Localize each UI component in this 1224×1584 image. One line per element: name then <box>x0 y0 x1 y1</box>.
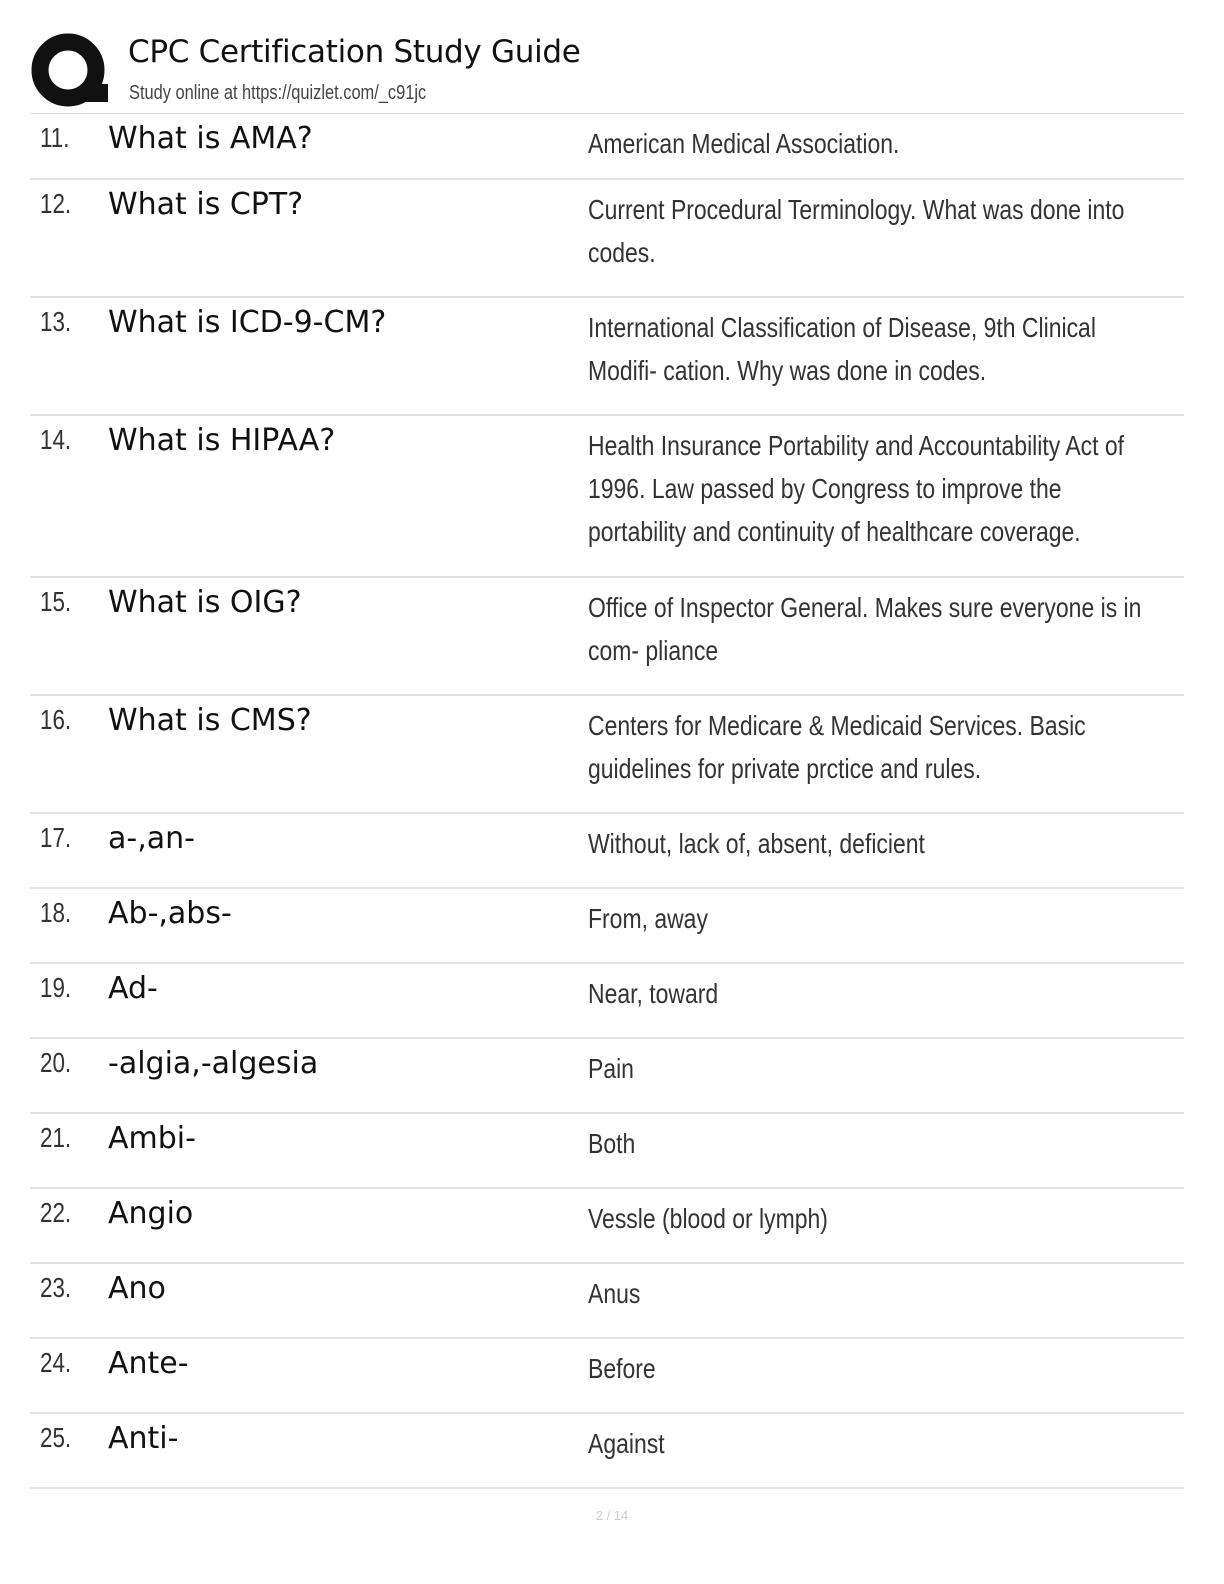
table-row <box>30 298 1184 416</box>
row-number: 16. <box>40 704 72 735</box>
row-definition: From, away <box>588 903 708 934</box>
row-definition: American Medical Association. <box>588 128 900 159</box>
row-number: 14. <box>40 424 72 455</box>
row-term: What is OIG? <box>108 585 302 620</box>
row-number: 23. <box>40 1272 72 1303</box>
row-number: 21. <box>40 1122 72 1153</box>
row-definition: Centers for Medicare & Medicaid Services. Basic guidelines for private prctice and rules. <box>588 710 1086 784</box>
row-term: Ano <box>108 1271 166 1306</box>
table-row <box>30 814 1184 889</box>
row-definition: Against <box>588 1428 665 1459</box>
table-row <box>30 416 1184 578</box>
row-definition: International Classification of Disease, 9th Clinical Modifi- cation. Why was done in codes. <box>588 312 1096 386</box>
page-header <box>30 28 1190 112</box>
row-definition: Pain <box>588 1053 634 1084</box>
page-number: 2 / 14 <box>595 1508 629 1523</box>
guide-title: CPC Certification Study Guide <box>128 34 581 70</box>
row-number: 18. <box>40 897 72 928</box>
row-number: 19. <box>40 972 72 1003</box>
row-number: 12. <box>40 188 72 219</box>
row-definition: Health Insurance Portability and Accountability Act of 1996. Law passed by Congress to improve the portability and continuity of healthcare coverage. <box>588 430 1125 547</box>
row-number: 25. <box>40 1422 72 1453</box>
row-term: What is CMS? <box>108 703 312 738</box>
row-definition: Office of Inspector General. Makes sure everyone is in com- pliance <box>588 592 1142 666</box>
row-definition: Both <box>588 1128 636 1159</box>
table-row <box>30 180 1184 298</box>
row-term: What is CPT? <box>108 187 304 222</box>
table-row <box>30 964 1184 1039</box>
row-definition: Anus <box>588 1278 641 1309</box>
row-number: 13. <box>40 306 72 337</box>
table-row <box>30 1414 1184 1489</box>
row-number: 15. <box>40 586 72 617</box>
row-definition: Near, toward <box>588 978 719 1009</box>
table-row <box>30 1264 1184 1339</box>
flashcard-table <box>30 113 1184 1489</box>
row-number: 20. <box>40 1047 72 1078</box>
table-row <box>30 1339 1184 1414</box>
table-row <box>30 578 1184 696</box>
row-term: Ad- <box>108 971 158 1006</box>
row-number: 17. <box>40 822 72 853</box>
row-definition: Current Procedural Terminology. What was done into codes. <box>588 194 1125 268</box>
table-row <box>30 696 1184 814</box>
study-online-link[interactable]: Study online at https://quizlet.com/_c91jc <box>129 82 427 104</box>
row-term: Ante- <box>108 1346 189 1381</box>
row-definition: Vessle (blood or lymph) <box>588 1203 828 1234</box>
row-definition: Without, lack of, absent, deficient <box>588 828 925 859</box>
row-term: What is HIPAA? <box>108 423 336 458</box>
row-number: 11. <box>40 122 70 153</box>
row-term: Ab-,abs- <box>108 896 232 931</box>
table-row <box>30 1189 1184 1264</box>
table-row <box>30 1114 1184 1189</box>
table-row <box>30 889 1184 964</box>
row-term: Ambi- <box>108 1121 196 1156</box>
row-term: What is ICD-9-CM? <box>108 305 387 340</box>
row-definition: Before <box>588 1353 656 1384</box>
quizlet-q-logo-icon <box>30 32 110 110</box>
row-term: Angio <box>108 1196 194 1231</box>
row-term: a-,an- <box>108 821 195 856</box>
table-row <box>30 114 1184 180</box>
table-row <box>30 1039 1184 1114</box>
row-number: 22. <box>40 1197 72 1228</box>
row-term: -algia,-algesia <box>108 1046 319 1081</box>
row-term: Anti- <box>108 1421 179 1456</box>
row-number: 24. <box>40 1347 72 1378</box>
row-term: What is AMA? <box>108 121 313 156</box>
